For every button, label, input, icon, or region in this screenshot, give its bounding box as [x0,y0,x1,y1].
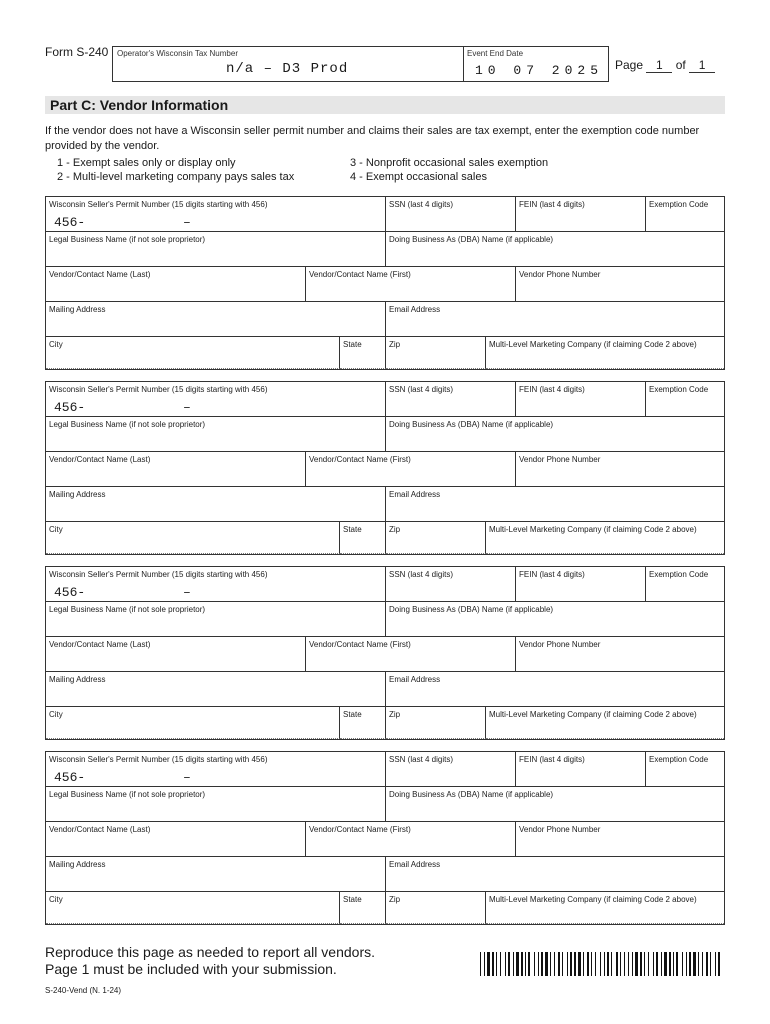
permit-number-label: Wisconsin Seller's Permit Number (15 digits starting with 456) [49,385,268,394]
barcode-bar [587,952,589,976]
city-field[interactable] [46,892,340,924]
barcode-bar [574,952,576,976]
legal-business-name-field[interactable] [46,417,386,452]
barcode-bar [525,952,526,976]
barcode-bar [534,952,535,976]
ssn-field[interactable] [386,567,516,602]
barcode-bar [567,952,568,976]
dba-name-label: Doing Business As (DBA) Name (if applicable) [389,790,554,799]
permit-number-label: Wisconsin Seller's Permit Number (15 digits starting with 456) [49,755,268,764]
barcode-bar [578,952,581,976]
vendor-phone-label: Vendor Phone Number [519,270,601,279]
page-total-field[interactable]: 1 [689,58,715,73]
barcode-bar [686,952,687,976]
city-field[interactable] [46,707,340,739]
barcode-bar [653,952,654,976]
vendor-phone-label: Vendor Phone Number [519,640,601,649]
permit-number-label: Wisconsin Seller's Permit Number (15 digits starting with 456) [49,570,268,579]
barcode-image [480,952,722,976]
barcode-bar [682,952,683,976]
mailing-address-label: Mailing Address [49,675,106,684]
fein-field[interactable] [516,197,646,232]
barcode-bar [715,952,716,976]
dba-name-label: Doing Business As (DBA) Name (if applicable) [389,605,554,614]
header-divider [463,47,464,81]
event-end-date-label: Event End Date [467,49,524,58]
exemption-code-field[interactable] [646,382,724,417]
exemption-code-label: Exemption Code [649,570,709,579]
email-address-label: Email Address [389,675,441,684]
vendor-block-3 [45,566,725,740]
exemption-code-field[interactable] [646,567,724,602]
barcode-bar [656,952,658,976]
barcode-bar [664,952,667,976]
zip-field[interactable] [386,522,486,554]
mlm-company-label: Multi-Level Marketing Company (if claiming Code 2 above) [489,895,697,904]
contact-first-name-field[interactable] [306,637,516,672]
page-of-label: of [675,58,686,72]
permit-prefix: 456- [54,585,86,600]
permit-dash: – [183,400,191,415]
permit-dash: – [183,585,191,600]
fein-label: FEIN (last 4 digits) [519,385,585,394]
zip-label: Zip [389,710,401,719]
permit-prefix: 456- [54,400,86,415]
mlm-company-label: Multi-Level Marketing Company (if claiming Code 2 above) [489,340,697,349]
contact-last-name-field[interactable] [46,637,306,672]
contact-first-name-field[interactable] [306,822,516,857]
permit-dash: – [183,215,191,230]
barcode-bar [492,952,494,976]
ssn-label: SSN (last 4 digits) [389,570,454,579]
vendor-phone-field[interactable] [516,822,724,857]
contact-last-name-label: Vendor/Contact Name (Last) [49,270,151,279]
barcode-bar [583,952,584,976]
email-address-field[interactable] [386,672,724,707]
email-address-label: Email Address [389,490,441,499]
barcode-bar [624,952,625,976]
fein-label: FEIN (last 4 digits) [519,755,585,764]
state-label: State [343,340,362,349]
barcode-bar [640,952,642,976]
barcode-bar [487,952,490,976]
vendor-block-4 [45,751,725,925]
state-label: State [343,525,362,534]
state-field[interactable] [340,892,386,924]
fein-field[interactable] [516,752,646,787]
zip-label: Zip [389,895,401,904]
barcode-bar [538,952,539,976]
ssn-field[interactable] [386,197,516,232]
form-number: Form S-240 [45,45,109,59]
vendor-block-2 [45,381,725,555]
barcode-bar [607,952,609,976]
zip-label: Zip [389,340,401,349]
mailing-address-label: Mailing Address [49,305,106,314]
part-c-header [45,96,725,114]
barcode-bar [591,952,592,976]
barcode-bar [558,952,560,976]
vendor-phone-field[interactable] [516,452,724,487]
dba-name-label: Doing Business As (DBA) Name (if applicable) [389,235,554,244]
barcode-bar [718,952,720,976]
mailing-address-field[interactable] [46,487,386,522]
legal-business-name-field[interactable] [46,232,386,267]
event-end-date-field[interactable]: 10 07 2025 [475,63,604,78]
barcode-bar [505,952,506,976]
ssn-field[interactable] [386,752,516,787]
tax-number-label: Operator's Wisconsin Tax Number [117,49,238,58]
contact-last-name-label: Vendor/Contact Name (Last) [49,455,151,464]
vendor-phone-label: Vendor Phone Number [519,825,601,834]
city-label: City [49,895,63,904]
page-label: Page [615,58,644,72]
barcode-bar [635,952,638,976]
permit-prefix: 456- [54,215,86,230]
fein-field[interactable] [516,567,646,602]
ssn-label: SSN (last 4 digits) [389,200,454,209]
part-c-title: Part C: Vendor Information [50,97,229,113]
exemption-code-1: 1 - Exempt sales only or display only [57,157,236,169]
barcode-bar [644,952,645,976]
dba-name-field[interactable] [386,602,724,637]
contact-first-name-label: Vendor/Contact Name (First) [309,455,411,464]
city-field[interactable] [46,522,340,554]
tax-number-field[interactable]: n/a – D3 Prod [226,61,349,77]
permit-number-label: Wisconsin Seller's Permit Number (15 digits starting with 456) [49,200,268,209]
state-label: State [343,895,362,904]
state-field[interactable] [340,522,386,554]
barcode-bar [484,952,485,976]
barcode-bar [616,952,618,976]
contact-first-name-field[interactable] [306,452,516,487]
mlm-company-label: Multi-Level Marketing Company (if claiming Code 2 above) [489,525,697,534]
mlm-company-field[interactable] [486,522,724,554]
zip-label: Zip [389,525,401,534]
legal-business-name-label: Legal Business Name (if not sole proprietor) [49,605,206,614]
legal-business-name-field[interactable] [46,787,386,822]
vendor-block-1 [45,196,725,370]
barcode-bar [611,952,612,976]
city-label: City [49,525,63,534]
permit-number-field[interactable] [46,752,386,787]
header-box [112,46,609,82]
permit-number-field[interactable] [46,567,386,602]
vendor-phone-field[interactable] [516,637,724,672]
mailing-address-label: Mailing Address [49,860,106,869]
legal-business-name-label: Legal Business Name (if not sole proprietor) [49,420,206,429]
state-label: State [343,710,362,719]
ssn-label: SSN (last 4 digits) [389,385,454,394]
barcode-bar [496,952,497,976]
barcode-bar [632,952,633,976]
barcode-bar [702,952,703,976]
state-field[interactable] [340,707,386,739]
mailing-address-label: Mailing Address [49,490,106,499]
footer-line-1: Reproduce this page as needed to report all vendors. [45,944,375,960]
mailing-address-field[interactable] [46,672,386,707]
contact-last-name-label: Vendor/Contact Name (Last) [49,825,151,834]
barcode-bar [600,952,601,976]
zip-field[interactable] [386,892,486,924]
footer-note [45,944,375,978]
city-label: City [49,340,63,349]
permit-number-field[interactable] [46,382,386,417]
exemption-code-4: 4 - Exempt occasional sales [350,171,487,183]
barcode-bar [689,952,691,976]
barcode-bar [604,952,605,976]
zip-field[interactable] [386,707,486,739]
zip-field[interactable] [386,337,486,369]
barcode-bar [620,952,621,976]
instructions: If the vendor does not have a Wisconsin seller permit number and claims their sales are tax exempt, enter the exemption code number provided by the vendor. [45,125,700,152]
barcode-bar [508,952,510,976]
permit-dash: – [183,770,191,785]
page-current-field[interactable]: 1 [646,58,672,73]
barcode-bar [710,952,711,976]
mlm-company-field[interactable] [486,892,724,924]
ssn-field[interactable] [386,382,516,417]
contact-first-name-label: Vendor/Contact Name (First) [309,640,411,649]
contact-first-name-label: Vendor/Contact Name (First) [309,270,411,279]
barcode-bar [661,952,662,976]
legal-business-name-field[interactable] [46,602,386,637]
barcode-bar [706,952,708,976]
dba-name-field[interactable] [386,417,724,452]
footer-line-2: Page 1 must be included with your submission. [45,961,337,977]
dba-name-label: Doing Business As (DBA) Name (if applicable) [389,420,554,429]
barcode-bar [595,952,596,976]
fein-label: FEIN (last 4 digits) [519,570,585,579]
permit-number-field[interactable] [46,197,386,232]
barcode-bar [480,952,481,976]
email-address-label: Email Address [389,860,441,869]
mlm-company-label: Multi-Level Marketing Company (if claiming Code 2 above) [489,710,697,719]
barcode-bar [628,952,629,976]
contact-last-name-field[interactable] [46,267,306,302]
barcode-bar [669,952,671,976]
legal-business-name-label: Legal Business Name (if not sole proprietor) [49,790,206,799]
city-label: City [49,710,63,719]
exemption-code-label: Exemption Code [649,755,709,764]
city-field[interactable] [46,337,340,369]
barcode-bar [521,952,523,976]
barcode-bar [513,952,514,976]
barcode-bar [516,952,519,976]
exemption-code-3: 3 - Nonprofit occasional sales exemption [350,157,549,169]
exemption-code-field[interactable] [646,752,724,787]
mailing-address-field[interactable] [46,302,386,337]
vendor-phone-field[interactable] [516,267,724,302]
exemption-code-label: Exemption Code [649,385,709,394]
barcode-bar [673,952,674,976]
legal-business-name-label: Legal Business Name (if not sole proprietor) [49,235,206,244]
dba-name-field[interactable] [386,787,724,822]
barcode-bar [528,952,530,976]
barcode-bar [550,952,551,976]
vendor-phone-label: Vendor Phone Number [519,455,601,464]
ssn-label: SSN (last 4 digits) [389,755,454,764]
email-address-label: Email Address [389,305,441,314]
barcode-bar [562,952,563,976]
contact-first-name-label: Vendor/Contact Name (First) [309,825,411,834]
barcode-bar [500,952,501,976]
barcode-bar [698,952,699,976]
email-address-field[interactable] [386,487,724,522]
exemption-code-2: 2 - Multi-level marketing company pays sales tax [57,171,295,183]
barcode-bar [541,952,543,976]
dba-name-field[interactable] [386,232,724,267]
permit-prefix: 456- [54,770,86,785]
mlm-company-field[interactable] [486,707,724,739]
fein-label: FEIN (last 4 digits) [519,200,585,209]
barcode-bar [545,952,548,976]
email-address-field[interactable] [386,857,724,892]
email-address-field[interactable] [386,302,724,337]
contact-last-name-label: Vendor/Contact Name (Last) [49,640,151,649]
exemption-code-field[interactable] [646,197,724,232]
page-indicator [615,58,715,73]
mlm-company-field[interactable] [486,337,724,369]
barcode-bar [693,952,696,976]
barcode-bar [554,952,555,976]
form-code: S-240-Vend (N. 1-24) [45,986,122,995]
state-field[interactable] [340,337,386,369]
barcode-bar [676,952,678,976]
barcode-bar [570,952,572,976]
fein-field[interactable] [516,382,646,417]
contact-last-name-field[interactable] [46,822,306,857]
mailing-address-field[interactable] [46,857,386,892]
contact-first-name-field[interactable] [306,267,516,302]
contact-last-name-field[interactable] [46,452,306,487]
exemption-code-label: Exemption Code [649,200,709,209]
barcode-bar [648,952,649,976]
